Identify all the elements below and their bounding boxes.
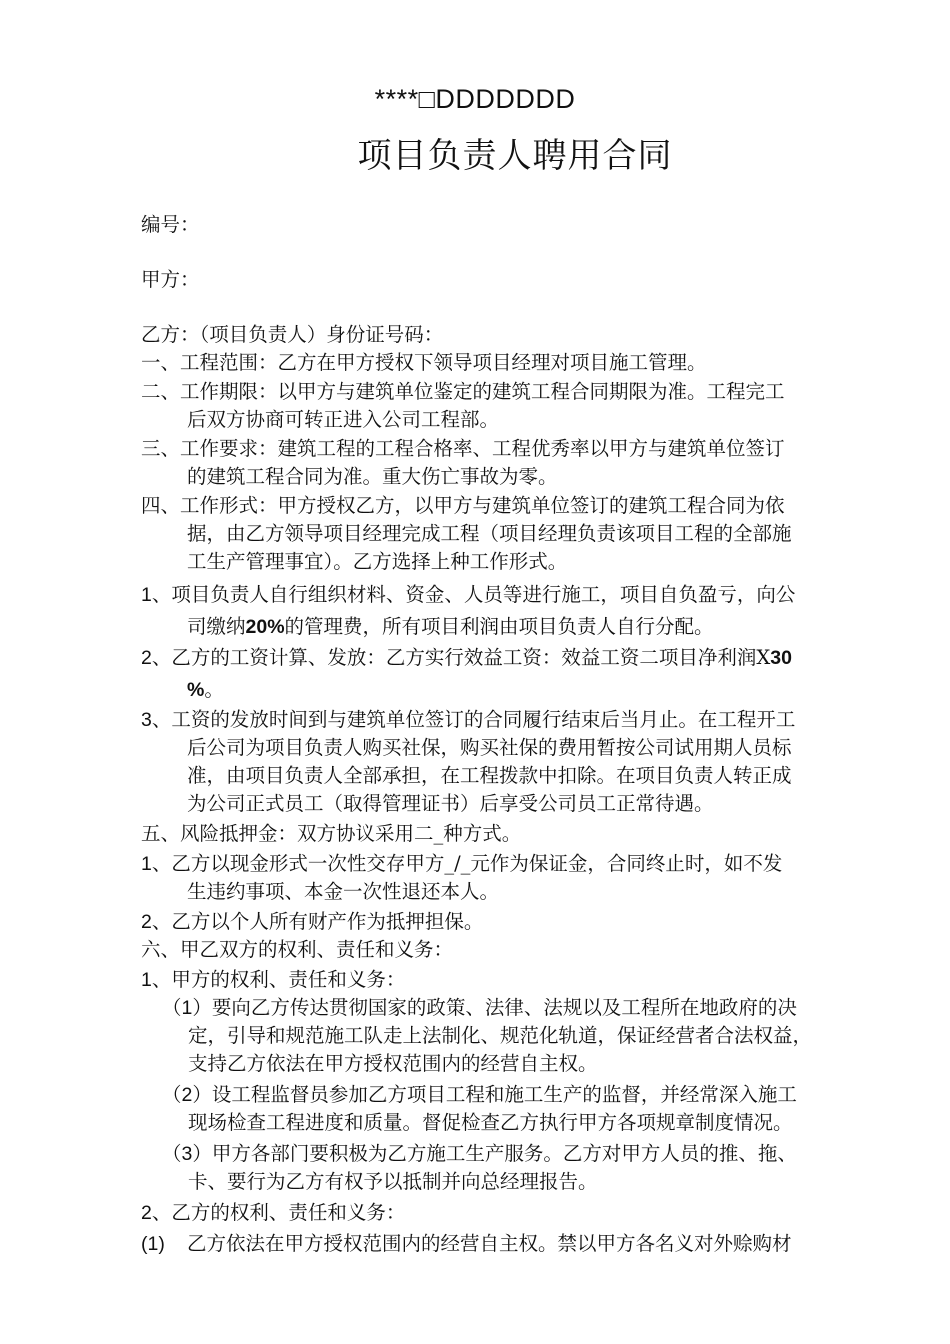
item-2-line-2 <box>187 676 224 704</box>
party-a-duty-1-line-1 <box>162 994 797 1022</box>
section-6: 六、甲乙双方的权利、责任和义务： <box>141 938 454 961</box>
item-3-line-4: 为公司正式员工（取得管理证书）后享受公司员工正常待遇。 <box>187 792 714 815</box>
item-3-line-1 <box>141 706 795 734</box>
section-3-line-1: 三、工作要求：建筑工程的工程合格率、工程优秀率以甲方与建筑单位签订 <box>141 437 785 460</box>
party-a-duty-3-line-1 <box>162 1140 797 1168</box>
section-4-line-2: 据，由乙方领导项目经理完成工程（项目经理负责该项目工程的全部施 <box>187 522 792 545</box>
item-2-line-1 <box>141 644 792 672</box>
item-number: （3） <box>162 1143 212 1165</box>
number-field-label: 编号： <box>141 213 200 236</box>
section-2-line-2: 后双方协商可转正进入公司工程部。 <box>187 408 500 431</box>
item-text: 乙方依法在甲方授权范围内的经营自主权。禁以甲方各名义对外赊购材 <box>187 1232 792 1255</box>
profit-percentage: 30 <box>770 647 792 669</box>
party-a-duty-1-line-2: 定，引导和规范施工队走上法制化、规范化轨道，保证经营者合法权益， <box>188 1024 813 1047</box>
page-title: 项目负责人聘用合同 <box>357 136 673 176</box>
party-b-label: 乙方：（项目负责人）身份证号码： <box>141 323 444 346</box>
item-text: 甲方各部门要积极为乙方施工生产服务。乙方对甲方人员的推、拖、 <box>211 1142 797 1165</box>
item-text: 的管理费，所有项目利润由项目负责人自行分配。 <box>284 615 714 638</box>
item-text: 司缴纳 <box>187 615 246 638</box>
item-text: 乙方的权利、责任和义务： <box>171 1201 406 1224</box>
item-text: 乙方以个人所有财产作为抵押担保。 <box>171 910 484 933</box>
percent-sign: % <box>187 679 205 701</box>
document-code: ****□DDDDDDD <box>374 84 576 114</box>
item-number: 2、 <box>141 911 172 933</box>
item-1-line-2 <box>187 613 714 641</box>
item-text: 设工程监督员参加乙方项目工程和施工生产的监督，并经常深入施工 <box>211 1083 797 1106</box>
item-text: 甲方的权利、责任和义务： <box>171 968 406 991</box>
item-number: （1） <box>162 997 212 1019</box>
party-b-duty-1-line-1 <box>141 1230 792 1258</box>
item-number: 2、 <box>141 1202 172 1224</box>
section-4-line-3: 工生产管理事宜）。乙方选择上种工作形式。 <box>187 550 568 573</box>
party-a-duty-3-line-2: 卡、要行为乙方有权予以抵制并向总经理报告。 <box>188 1170 598 1193</box>
section-6-item-2 <box>141 1199 405 1227</box>
item-text: 项目负责人自行组织材料、资金、人员等进行施工，项目自负盈亏，向公 <box>171 583 796 606</box>
item-3-line-2: 后公司为项目负责人购买社保，购买社保的费用暂按公司试用期人员标 <box>187 736 792 759</box>
item-text: 工资的发放时间到与建筑单位签订的合同履行结束后当月止。在工程开工 <box>171 708 796 731</box>
party-a-duty-2-line-2: 现场检查工程进度和质量。督促检查乙方执行甲方各项规章制度情况。 <box>188 1111 793 1134</box>
item-text: 要向乙方传达贯彻国家的政策、法律、法规以及工程所在地政府的决 <box>211 996 797 1019</box>
item-number: 2、 <box>141 647 172 669</box>
item-number: 1、 <box>141 584 172 606</box>
item-text: 乙方以现金形式一次性交存甲方_/_元作为保证金，合同终止时，如不发 <box>171 852 783 875</box>
item-3-line-3: 准，由项目负责人全部承担，在工程拨款中扣除。在项目负责人转正成 <box>187 764 792 787</box>
multiply-sign: X <box>756 646 771 669</box>
party-a-duty-2-line-1 <box>162 1081 797 1109</box>
item-1-line-1 <box>141 581 795 609</box>
fee-percentage: 20% <box>245 616 285 638</box>
section-5-item-1-line-2: 生违约事项、本金一次性退还本人。 <box>187 880 500 903</box>
party-a-duty-1-line-3: 支持乙方依法在甲方授权范围内的经营自主权。 <box>188 1052 598 1075</box>
item-text: 。 <box>204 678 224 701</box>
section-2-line-1: 二、工作期限：以甲方与建筑单位鉴定的建筑工程合同期限为准。工程完工 <box>141 380 785 403</box>
item-number: 3、 <box>141 709 172 731</box>
section-4-line-1: 四、工作形式：甲方授权乙方，以甲方与建筑单位签订的建筑工程合同为依 <box>141 494 785 517</box>
party-a-label: 甲方： <box>141 268 200 291</box>
item-number: 1、 <box>141 969 172 991</box>
section-5-item-1-line-1 <box>141 850 782 878</box>
section-1: 一、工程范围：乙方在甲方授权下领导项目经理对项目施工管理。 <box>141 351 707 374</box>
item-number: 1、 <box>141 853 172 875</box>
item-number: (1) <box>141 1233 165 1255</box>
section-3-line-2: 的建筑工程合同为准。重大伤亡事故为零。 <box>187 465 558 488</box>
section-5: 五、风险抵押金：双方协议采用二_种方式。 <box>141 822 522 845</box>
section-5-item-2 <box>141 908 483 936</box>
item-text: 乙方的工资计算、发放：乙方实行效益工资：效益工资二项目净利润 <box>171 646 757 669</box>
item-number: （2） <box>162 1084 212 1106</box>
section-6-item-1 <box>141 966 405 994</box>
